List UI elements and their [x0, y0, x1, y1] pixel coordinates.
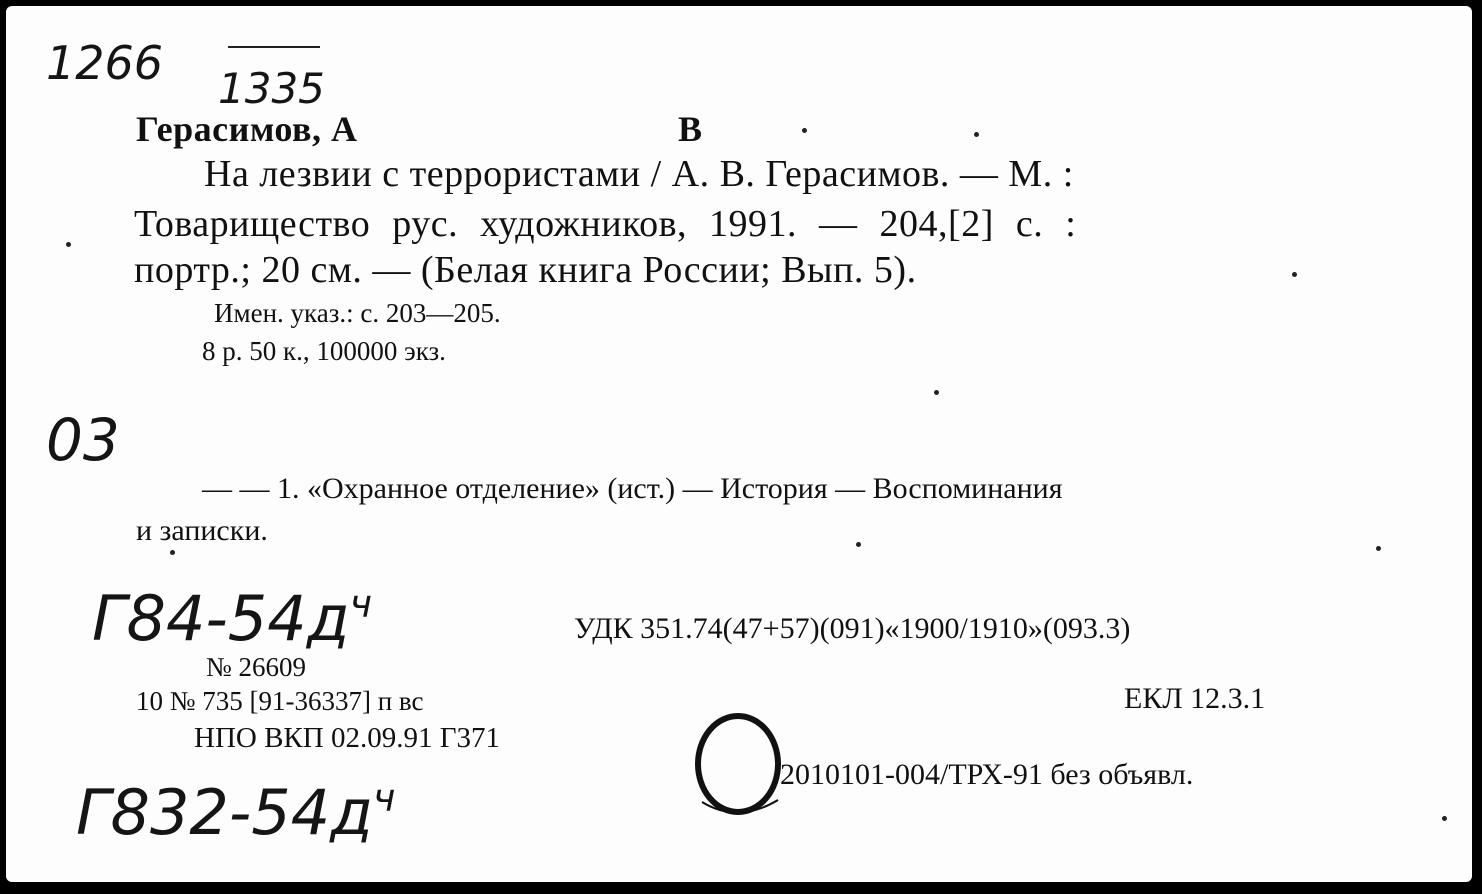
price-note: 8 р. 50 к., 100000 экз.	[202, 336, 446, 366]
speck	[66, 242, 71, 247]
ekl-code: ЕКЛ 12.3.1	[1124, 682, 1266, 715]
speck	[1442, 816, 1447, 821]
speck	[1292, 272, 1297, 277]
speck	[1376, 546, 1381, 551]
author-heading: Герасимов, А	[136, 109, 358, 149]
handwritten-shelf-code-2: $Г832-54д^ч$	[76, 776, 396, 849]
handwritten-overline	[228, 46, 320, 48]
speck	[974, 132, 979, 137]
speck	[856, 542, 861, 547]
handwritten-number-2: 1335	[218, 64, 325, 113]
handwritten-shelf-code-1: $Г84-54д^ч$	[92, 582, 373, 655]
circle-mark	[690, 706, 790, 826]
order-number: 10 № 735 [91-36337] п вс	[136, 686, 424, 716]
title-line-2: Товарищество рус. художников, 1991. — 204,[2] с. :	[134, 203, 1077, 245]
speck	[802, 128, 807, 133]
catalog-card	[6, 6, 1472, 882]
title-line-3: портр.; 20 см. — (Белая книга России; Вып. 5).	[134, 249, 917, 291]
title-line-1: На лезвии с террористами / А. В. Герасимов. — М. :	[204, 153, 1074, 195]
udk-code: УДК 351.74(47+57)(091)«1900/1910»(093.3)	[574, 612, 1131, 645]
handwritten-side-code: 03	[46, 406, 120, 474]
speck	[934, 390, 939, 395]
speck	[170, 550, 175, 555]
index-note: Имен. указ.: с. 203—205.	[214, 298, 501, 328]
npo-code: НПО ВКП 02.09.91 Г371	[194, 722, 500, 754]
card-number: № 26609	[206, 652, 307, 682]
handwritten-number: 1266	[46, 36, 164, 90]
subject-line-1: — — 1. «Охранное отделение» (ист.) — История — Воспоминания	[202, 472, 1063, 505]
trx-code: 2010101-004/ТРХ-91 без объявл.	[780, 758, 1194, 791]
subject-line-2: и записки.	[136, 514, 268, 547]
author-initial: В	[678, 109, 703, 149]
